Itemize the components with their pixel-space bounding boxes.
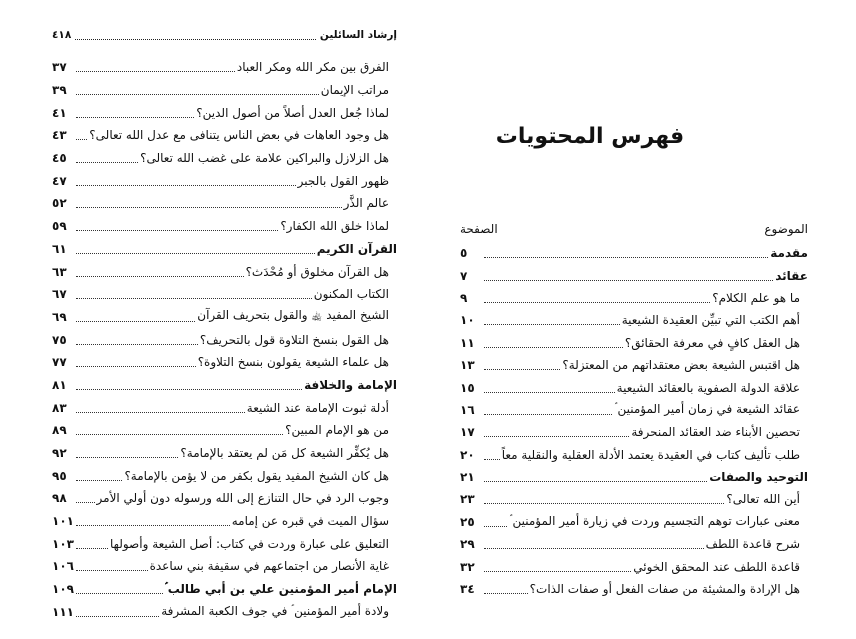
toc-entry-page-number: ١٧ bbox=[460, 425, 475, 440]
dot-leader bbox=[76, 403, 245, 413]
dot-leader bbox=[484, 584, 528, 594]
toc-entry bbox=[52, 192, 397, 215]
toc-entry bbox=[52, 283, 397, 306]
toc-entry-page-number: ٣٧ bbox=[52, 60, 67, 75]
toc-entry bbox=[460, 578, 808, 600]
dot-leader bbox=[76, 267, 244, 277]
toc-entry bbox=[52, 101, 397, 124]
dot-leader bbox=[76, 244, 315, 254]
toc-entry bbox=[52, 601, 397, 624]
toc-entry bbox=[460, 555, 808, 577]
toc-section-heading bbox=[460, 466, 808, 488]
toc-entry-title: القرآن الكريم bbox=[316, 241, 397, 256]
column-header-topic: الموضوع bbox=[764, 222, 808, 236]
toc-section-heading bbox=[52, 578, 397, 601]
toc-section-heading bbox=[460, 264, 808, 286]
toc-entry bbox=[52, 487, 397, 510]
toc-entry-page-number: ٩٢ bbox=[52, 446, 67, 461]
dot-leader bbox=[76, 471, 122, 481]
dot-leader bbox=[484, 562, 631, 572]
dot-leader bbox=[76, 561, 148, 571]
dot-leader bbox=[484, 248, 768, 258]
toc-entry-page-number: ٣٩ bbox=[52, 83, 67, 98]
toc-entry-page-number: ٢٣ bbox=[460, 492, 475, 507]
toc-entry-title: أدلة ثبوت الإمامة عند الشيعة bbox=[246, 400, 389, 415]
dot-leader bbox=[76, 153, 138, 163]
toc-entry-title: من هو الإمام المبين؟ bbox=[285, 423, 389, 438]
dot-leader bbox=[484, 405, 612, 415]
toc-entry bbox=[52, 306, 397, 329]
dot-leader bbox=[76, 357, 196, 367]
toc-entry-page-number: ٦٩ bbox=[52, 309, 67, 324]
toc-entry-page-number: ١٠٩ bbox=[52, 582, 74, 597]
toc-entry bbox=[460, 533, 808, 555]
toc-entry bbox=[52, 351, 397, 374]
toc-entry bbox=[52, 442, 397, 465]
toc-entry bbox=[52, 510, 397, 533]
toc-entry-page-number: ٦١ bbox=[52, 241, 67, 256]
toc-entry-page-number: ٣٢ bbox=[460, 559, 475, 574]
dot-leader bbox=[484, 338, 623, 348]
toc-entry-page-number: ٢٥ bbox=[460, 514, 475, 529]
dot-leader bbox=[76, 448, 178, 458]
toc-entry-title: عالم الذَّر bbox=[343, 196, 389, 211]
toc-entry bbox=[460, 444, 808, 466]
toc-entry-page-number: ٩٥ bbox=[52, 468, 67, 483]
dot-leader bbox=[76, 380, 302, 390]
toc-entry-title: ما هو علم الكلام؟ bbox=[712, 290, 800, 305]
toc-entry-page-number: ٨١ bbox=[52, 377, 67, 392]
toc-entry bbox=[460, 309, 808, 331]
toc-section-heading bbox=[52, 238, 397, 261]
running-head-page-number: ٤١٨ bbox=[52, 29, 72, 41]
toc-entry-title: هل القول بنسخ التلاوة قول بالتحريف؟ bbox=[199, 332, 389, 347]
toc-entry bbox=[460, 488, 808, 510]
toc-entry-title: الفرق بين مكر الله ومكر العباد bbox=[236, 60, 389, 75]
dot-leader bbox=[484, 517, 507, 527]
toc-entry-title: هل العقل كافٍ في معرفة الحقائق؟ bbox=[624, 335, 800, 350]
toc-entry bbox=[52, 419, 397, 442]
running-head-title: إرشاد السائلين bbox=[319, 29, 397, 41]
toc-entry-page-number: ٧ bbox=[460, 268, 468, 283]
dot-leader bbox=[484, 360, 560, 370]
toc-entry-title: عقائد bbox=[775, 268, 808, 283]
toc-entry-page-number: ٤٧ bbox=[52, 173, 67, 188]
toc-entry-page-number: ١٠٣ bbox=[52, 536, 74, 551]
toc-entry-page-number: ١١١ bbox=[52, 604, 74, 619]
toc-entry bbox=[52, 464, 397, 487]
dot-leader bbox=[76, 198, 342, 208]
dot-leader bbox=[76, 108, 194, 118]
dot-leader bbox=[484, 383, 615, 393]
toc-entry bbox=[460, 287, 808, 309]
dot-leader bbox=[76, 539, 108, 549]
dot-leader bbox=[76, 130, 87, 140]
toc-entry-title: التوحيد والصفات bbox=[709, 470, 808, 485]
dot-leader bbox=[76, 176, 296, 186]
dot-leader bbox=[76, 335, 198, 345]
toc-entry-page-number: ٢٠ bbox=[460, 447, 475, 462]
right-page bbox=[428, 0, 856, 639]
dot-leader bbox=[76, 516, 230, 526]
toc-entry bbox=[460, 376, 808, 398]
toc-entry bbox=[52, 124, 397, 147]
toc-entry bbox=[460, 421, 808, 443]
toc-entry bbox=[52, 79, 397, 102]
dot-leader bbox=[76, 425, 283, 435]
toc-entry-page-number: ٩ bbox=[460, 290, 468, 305]
toc-entry-title: الكتاب المكنون bbox=[313, 287, 389, 302]
toc-entry-title: مقدمة bbox=[770, 246, 808, 261]
dot-leader bbox=[484, 450, 500, 460]
toc-entry bbox=[460, 354, 808, 376]
toc-entry-title: سؤال الميت في قبره عن إمامه bbox=[231, 514, 389, 529]
toc-entry-page-number: ٤١ bbox=[52, 105, 67, 120]
toc-entry-page-number: ١٣ bbox=[460, 358, 475, 373]
toc-entry-page-number: ٦٣ bbox=[52, 264, 67, 279]
toc-entry-page-number: ٨٣ bbox=[52, 400, 67, 415]
toc-entry bbox=[52, 56, 397, 79]
toc-entry bbox=[52, 169, 397, 192]
dot-leader bbox=[484, 293, 710, 303]
toc-entry-page-number: ٣٤ bbox=[460, 582, 475, 597]
dot-leader bbox=[484, 472, 707, 482]
dot-leader bbox=[75, 31, 316, 40]
toc-entry-title: وجوب الرد في حال التنازع إلى الله ورسوله دون أولي الأمر bbox=[96, 491, 389, 506]
toc-entry bbox=[460, 511, 808, 533]
toc-entry-page-number: ٤٣ bbox=[52, 128, 67, 143]
toc-entry bbox=[460, 399, 808, 421]
toc-entry-title: أهم الكتب التي تبيِّن العقيدة الشيعية bbox=[621, 313, 800, 328]
dot-leader bbox=[484, 427, 629, 437]
toc-entry-page-number: ٥ bbox=[460, 246, 468, 261]
toc-entry-title: هل يُكفِّر الشيعة كل مَن لم يعتقد بالإمامة؟ bbox=[180, 446, 389, 461]
toc-entry-page-number: ١١ bbox=[460, 335, 475, 350]
toc-entry-title: مراتب الإيمان bbox=[320, 83, 389, 98]
dot-leader bbox=[484, 271, 773, 281]
toc-entry-page-number: ١٠١ bbox=[52, 514, 74, 529]
dot-leader bbox=[484, 494, 724, 504]
toc-entry-title: لماذا خلق الله الكفار؟ bbox=[280, 219, 389, 234]
toc-entry bbox=[52, 260, 397, 283]
toc-list-right bbox=[460, 242, 808, 600]
toc-entry-page-number: ٥٢ bbox=[52, 196, 67, 211]
toc-entry-title: هل اقتبس الشيعة بعض معتقداتهم من المعتزلة؟ bbox=[562, 358, 800, 373]
dot-leader bbox=[484, 539, 704, 549]
dot-leader bbox=[76, 85, 319, 95]
toc-entry-page-number: ١٦ bbox=[460, 402, 475, 417]
toc-entry-title: معنى عبارات توهم التجسيم وردت في زيارة أمير المؤمنين ؑ bbox=[509, 514, 800, 529]
toc-entry bbox=[52, 396, 397, 419]
toc-entry-page-number: ١٠٦ bbox=[52, 559, 74, 574]
toc-entry-title: هل الزلازل والبراكين علامة على غضب الله تعالى؟ bbox=[140, 151, 389, 166]
toc-entry-page-number: ٧٧ bbox=[52, 355, 67, 370]
toc-entry-page-number: ١٠ bbox=[460, 313, 475, 328]
toc-entry-title: لماذا جُعل العدل أصلاً من أصول الدين؟ bbox=[196, 105, 389, 120]
toc-entry-page-number: ٥٩ bbox=[52, 219, 67, 234]
toc-entry-title: غاية الأنصار من اجتماعهم في سقيفة بني ساعدة bbox=[149, 559, 389, 574]
page-title: فهرس المحتويات bbox=[495, 124, 685, 149]
toc-entry-page-number: ٤٥ bbox=[52, 151, 67, 166]
toc-section-heading bbox=[460, 242, 808, 264]
toc-entry bbox=[52, 147, 397, 170]
column-header-page: الصفحة bbox=[460, 222, 498, 236]
toc-entry-page-number: ٢١ bbox=[460, 470, 475, 485]
toc-section-heading bbox=[52, 374, 397, 397]
toc-entry-title: هل علماء الشيعة يقولون بنسخ التلاوة؟ bbox=[197, 355, 389, 370]
toc-entry-title: أين الله تعالى؟ bbox=[726, 492, 800, 507]
toc-entry-title: هل القرآن مخلوق أو مُحْدَث؟ bbox=[245, 264, 389, 279]
toc-entry-title: هل الإرادة والمشيئة من صفات الفعل أو صفات الذات؟ bbox=[529, 582, 800, 597]
toc-entry-title: شرح قاعدة اللطف bbox=[705, 537, 800, 552]
toc-entry-page-number: ٢٩ bbox=[460, 537, 475, 552]
toc-entry-title: تحصين الأبناء ضد العقائد المنحرفة bbox=[631, 425, 800, 440]
toc-entry-page-number: ٨٩ bbox=[52, 423, 67, 438]
dot-leader bbox=[76, 221, 278, 231]
toc-entry-title: التعليق على عبارة وردت في كتاب: أصل الشيعة وأصولها bbox=[110, 536, 389, 551]
running-head bbox=[52, 26, 397, 44]
dot-leader bbox=[76, 607, 159, 617]
toc-entry-page-number: ٩٨ bbox=[52, 491, 67, 506]
toc-entry bbox=[52, 215, 397, 238]
dot-leader bbox=[484, 315, 620, 325]
dot-leader bbox=[76, 493, 95, 503]
dot-leader bbox=[76, 584, 163, 594]
toc-entry-title: عقائد الشيعة في زمان أمير المؤمنين ؑ bbox=[614, 402, 800, 417]
toc-entry-page-number: ٧٥ bbox=[52, 332, 67, 347]
toc-entry-page-number: ٦٧ bbox=[52, 287, 67, 302]
toc-entry-title: الإمام أمير المؤمنين علي بن أبي طالب ؑ bbox=[164, 581, 397, 596]
toc-entry-title: الشيخ المفيد ﵀ والقول بتحريف القرآن bbox=[197, 308, 389, 323]
dot-leader bbox=[76, 289, 312, 299]
toc-entry bbox=[460, 332, 808, 354]
toc-entry-title: هل كان الشيخ المفيد يقول بكفر من لا يؤمن بالإمامة؟ bbox=[124, 468, 389, 483]
toc-entry-title: علاقة الدولة الصفوية بالعقائد الشيعية bbox=[616, 380, 800, 395]
toc-list-left bbox=[52, 56, 397, 623]
toc-entry-title: هل وجود العاهات في بعض الناس يتنافى مع عدل الله تعالى؟ bbox=[89, 128, 389, 143]
toc-entry-title: قاعدة اللطف عند المحقق الخوئي bbox=[633, 559, 800, 574]
dot-leader bbox=[76, 312, 195, 322]
toc-entry bbox=[52, 555, 397, 578]
toc-entry-page-number: ١٥ bbox=[460, 380, 475, 395]
toc-entry bbox=[52, 532, 397, 555]
toc-entry-title: طلب تأليف كتاب في العقيدة يعتمد الأدلة العقلية والنقلية معاً bbox=[501, 447, 800, 462]
toc-entry-title: ولادة أمير المؤمنين ؑ في جوف الكعبة المشرفة bbox=[161, 604, 389, 619]
toc-entry-title: ظهور القول بالجبر bbox=[297, 173, 389, 188]
toc-entry-title: الإمامة والخلافة bbox=[304, 377, 397, 392]
toc-entry bbox=[52, 328, 397, 351]
dot-leader bbox=[76, 62, 235, 72]
column-headers bbox=[460, 222, 808, 236]
